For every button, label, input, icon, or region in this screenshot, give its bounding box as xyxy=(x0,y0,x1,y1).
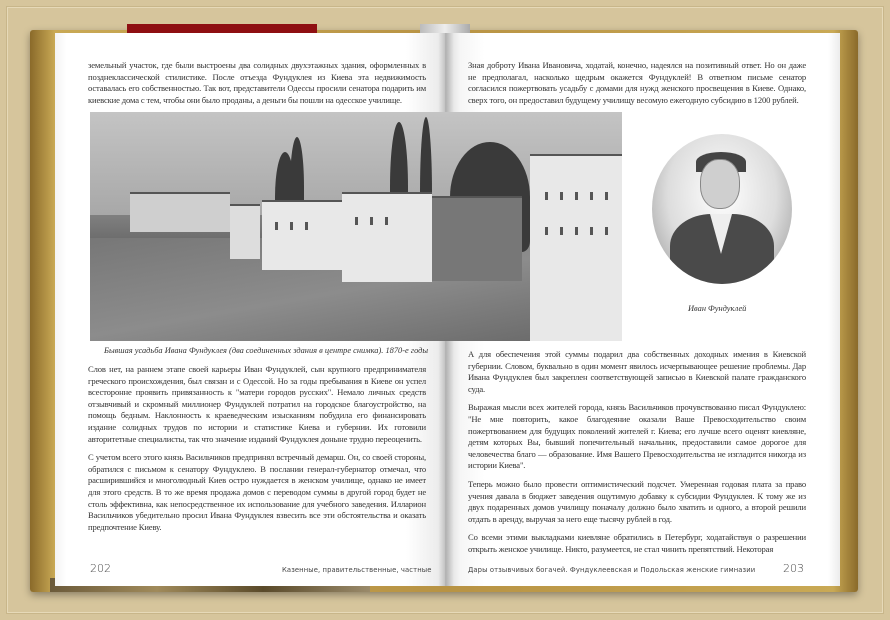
portrait-caption: Иван Фундуклей xyxy=(688,304,747,313)
running-title-right: Дары отзывчивых богачей. Фундуклеевская и Подольская женские гимназии xyxy=(468,566,756,574)
page-number-right: 203 xyxy=(783,562,804,575)
left-body xyxy=(88,364,426,533)
paragraph: Теперь можно было провести оптимистический подсчет. Умеренная годовая плата за право учения давала в бюджет заведения ощутимую добавку к субсидии Фундуклея. К тому же из двух подаренных домов училищу поначалу должно было хватить и одного, а второй решили отдать в аренду, выручая за него еще тысячу рублей в год. xyxy=(468,478,806,524)
street-photo xyxy=(90,112,622,341)
right-body xyxy=(468,349,806,556)
paragraph: Выражая мысли всех жителей города, князь Васильчиков прочувствованно писал Фундуклею: "Не мне повторить, какое благодеяние оказали Ваше Превосходительство своим пожертвованием для будущих поколений жителей г. Киева; его лучше всего оценят киевляне, детям которых Вы, бывший попечительный начальник, предоставили самое дорогое для человечества благо — образование. Имя Вашего Превосходительства не изгладится никогда из истории Киева". xyxy=(468,402,806,471)
paragraph: Со всеми этими выкладками киевляне обратились в Петербург, ходатайствуя о разрешении открыть женское училище. Никто, разумеется, не стал чинить препятствий. Некоторая xyxy=(468,532,806,554)
paragraph: С учетом всего этого князь Васильчиков предпринял встречный демарш. Он, со своей стороны, обратился с письмом к сенатору Фундуклею. В послании генерал-губернатор отмечал, что расширившийся и многолюдный Киев остро нуждается в женском училище, однако не имеет для этого средств. В то же время продажа домов с переводом суммы в другой город будет не столь эффективна, как непосредственное их использование для учебного заведения. Илларион Васильчиков убедительно просил Ивана Фундуклея взвесить все эти обстоятельства и оказать предпочтение Киеву. xyxy=(88,452,426,532)
photo-caption: Бывшая усадьба Ивана Фундуклея (два соединенных здания в центре снимка). 1870-е годы xyxy=(104,346,429,355)
left-top-paragraph: земельный участок, где были выстроены два солидных двухэтажных здания, оформленных в позднеклассической стилистике. После отъезда Фундуклея из Киева эта недвижимость оставалась его собственностью. Так вот, представители Одессы просили сенатора подарить им киевские дома с тем, чтобы они было проданы, а деньги бы пошли на одесское училище. xyxy=(88,60,426,105)
page-number-left: 202 xyxy=(90,562,111,575)
running-title-left: Казенные, правительственные, частные xyxy=(282,566,432,574)
bookmark-ribbon xyxy=(127,24,317,33)
spine-headband xyxy=(420,24,470,33)
portrait-image xyxy=(652,134,792,284)
paragraph: Слов нет, на раннем этапе своей карьеры Иван Фундуклей, сын крупного предпринимателя греческого происхождения, был связан и с Одессой. Но за годы пребывания в Киеве он успел всесторонне проявить привязанность к "матери городов русских". Немало личных средств отзывчивый и скромный миллионер Фундуклей потратил на городское благоустройство, на помощь бедным. Наклонность к краеведческим изысканиям побудила его финансировать издание солидных трудов по истории и статистике Киева и губернии. Их готовили авторитетные специалисты, так что значение изданий Фундуклея доныне трудно переоценить. xyxy=(88,364,426,444)
right-top-paragraph: Зная доброту Ивана Ивановича, ходатай, конечно, надеялся на позитивный ответ. Но он даже не предполагал, насколько щедрым окажется Фундуклей! В ответном письме сенатор согласился пожертвовать усадьбу с домами для нужд женского просвещения в Киеве. Однако, сверх того, он предоставил будущему училищу весомую ежегодную субсидию в 1200 рублей. xyxy=(468,60,806,105)
paragraph: А для обеспечения этой суммы подарил два собственных доходных имения в Киевской губернии. Словом, буквально в один момент явилось исчерпывающее решение проблемы. Дар Ивана Фундуклея был закреплен соответствующей записью в Киевской палате гражданского суда. xyxy=(468,349,806,394)
